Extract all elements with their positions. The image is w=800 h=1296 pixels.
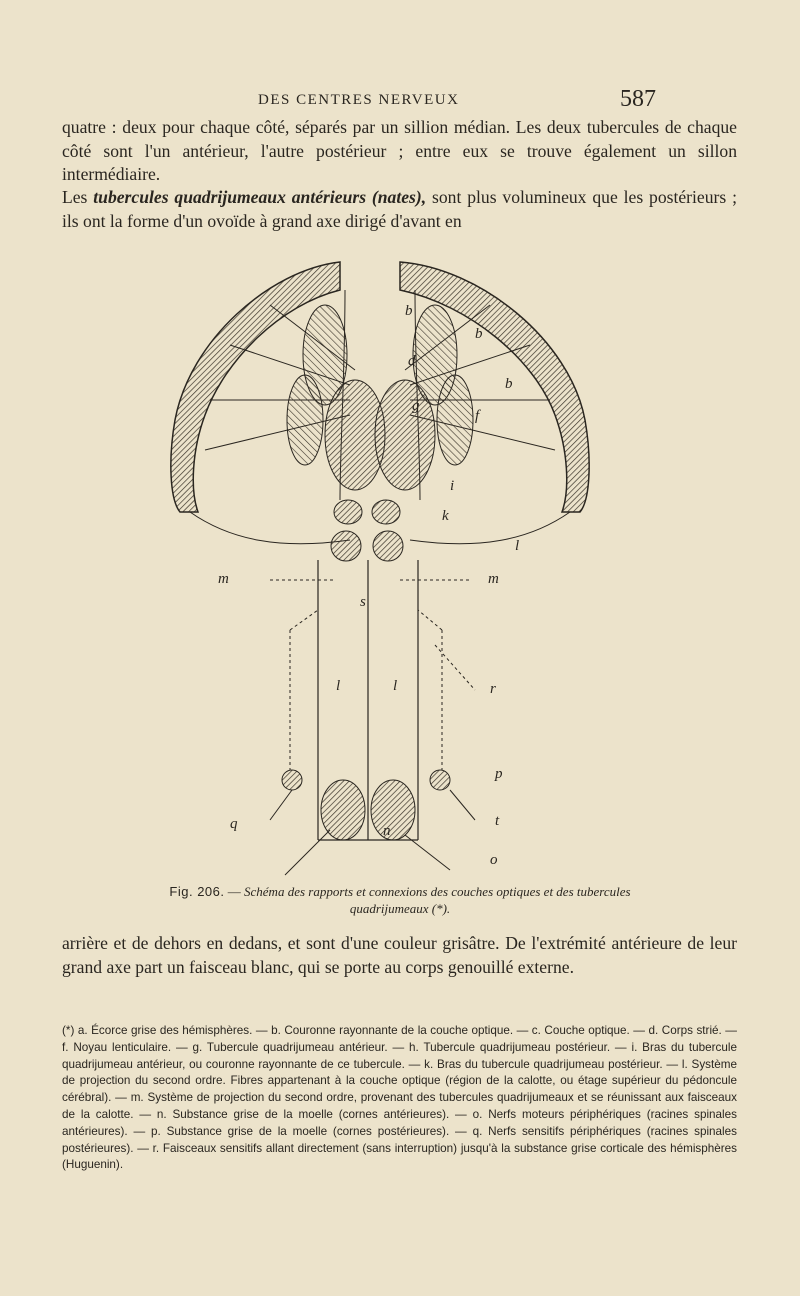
paragraph-2-text bbox=[62, 186, 737, 233]
anterior-tubercle-right bbox=[372, 500, 400, 524]
gray-matter-anterior-right bbox=[371, 780, 415, 840]
paragraph-3-text: arrière et de dehors en dedans, et sont d'une couleur grisâtre. De l'extrémité antérieure de leur grand axe part un faisceau blanc, qui se porte au corps genouillé externe. bbox=[62, 933, 737, 977]
label-o: o bbox=[490, 852, 498, 868]
label-n: n bbox=[383, 823, 391, 839]
label-p: p bbox=[495, 766, 503, 782]
lenticular-left bbox=[287, 375, 323, 465]
paragraph-2 bbox=[62, 186, 737, 233]
label-l1: l bbox=[336, 678, 341, 694]
paragraph-2-term: tubercules quadrijumeaux antérieurs (nates), bbox=[93, 187, 427, 207]
label-m-right: m bbox=[488, 571, 499, 587]
label-g: g bbox=[412, 398, 420, 414]
label-b1: b bbox=[405, 303, 413, 319]
paragraph-1-text: quatre : deux pour chaque côté, séparés par un sillion médian. Les deux tubercules de chaque côté sont l'un antérieur, l'autre postérieur ; entre eux se trouve également un sillon intermédiaire. bbox=[62, 117, 737, 184]
gray-matter-posterior-left bbox=[282, 770, 302, 790]
paragraph-2-rest: sont plus volumineux que les postérieurs ; ils ont la forme d'un ovoïde à grand axe dirigé d'avant en bbox=[62, 187, 737, 231]
figure-206-diagram bbox=[150, 250, 630, 880]
label-m-left: m bbox=[218, 571, 229, 587]
label-q: q bbox=[230, 816, 238, 832]
label-k: k bbox=[442, 508, 449, 524]
figure-caption-text: Schéma des rapports et connexions des couches optiques et des tubercules quadrijumeaux (*). bbox=[244, 884, 631, 916]
posterior-tubercle-right bbox=[373, 531, 403, 561]
gray-matter-posterior-right bbox=[430, 770, 450, 790]
optic-thalamus-right bbox=[375, 380, 435, 490]
paragraph-2-lead: Les bbox=[62, 187, 94, 207]
posterior-tubercle-left bbox=[331, 531, 361, 561]
anatomical-schema-svg bbox=[150, 250, 630, 880]
label-i: i bbox=[450, 478, 455, 494]
projection-dashed-lines bbox=[270, 580, 475, 770]
running-head: DES CENTRES NERVEUX bbox=[258, 92, 460, 108]
label-b2: b bbox=[475, 326, 483, 342]
page-number: 587 bbox=[620, 86, 656, 112]
label-f: f bbox=[475, 408, 480, 424]
paragraph-3 bbox=[62, 932, 737, 979]
gray-matter-anterior-left bbox=[321, 780, 365, 840]
paragraph-1 bbox=[62, 116, 737, 187]
figure-caption-dash: — bbox=[224, 884, 245, 899]
figure-footnote: (*) a. Écorce grise des hémisphères. — b. Couronne rayonnante de la couche optique. — c. Couche optique. — d. Corps strié. — f. Noyau lenticulaire. — g. Tubercule quadrijumeau antérieur. — h. Tubercule quadrijumeau postérieur. — i. Bras du tubercule quadrijumeau antérieur, ou couronne rayonnante de ce tubercule. — k. Bras du tubercule quadrijumeau postérieur. — l. Système de projection du second ordre. Fibres appartenant à la couche optique (région de la calotte, ou étage supérieur du pédoncule cérébral). — m. Système de projection du second ordre, provenant des tubercules quadrijumeaux et se réunissant aux faisceaux de la calotte. — n. Substance grise de la moelle (cornes antérieures). — o. Nerfs moteurs périphériques (racines spinales antérieures). — p. Substance grise de la moelle (cornes postérieures). — q. Nerfs sensitifs périphériques (racines spinales postérieures). — r. Faisceaux sensitifs allant directement (sans interruption) jusqu'à la substance grise corticale des hémisphères (Huguenin). bbox=[62, 1024, 737, 1172]
label-l2: l bbox=[393, 678, 398, 694]
figure-caption bbox=[150, 883, 650, 917]
label-t: t bbox=[495, 813, 500, 829]
figure-caption-label: Fig. 206. bbox=[169, 884, 225, 899]
label-b3: b bbox=[505, 376, 513, 392]
label-d: d bbox=[408, 353, 416, 369]
anterior-tubercle-left bbox=[334, 500, 362, 524]
label-r: r bbox=[490, 681, 496, 697]
lenticular-right bbox=[437, 375, 473, 465]
label-s: s bbox=[360, 594, 366, 610]
label-l-right: l bbox=[515, 538, 520, 554]
